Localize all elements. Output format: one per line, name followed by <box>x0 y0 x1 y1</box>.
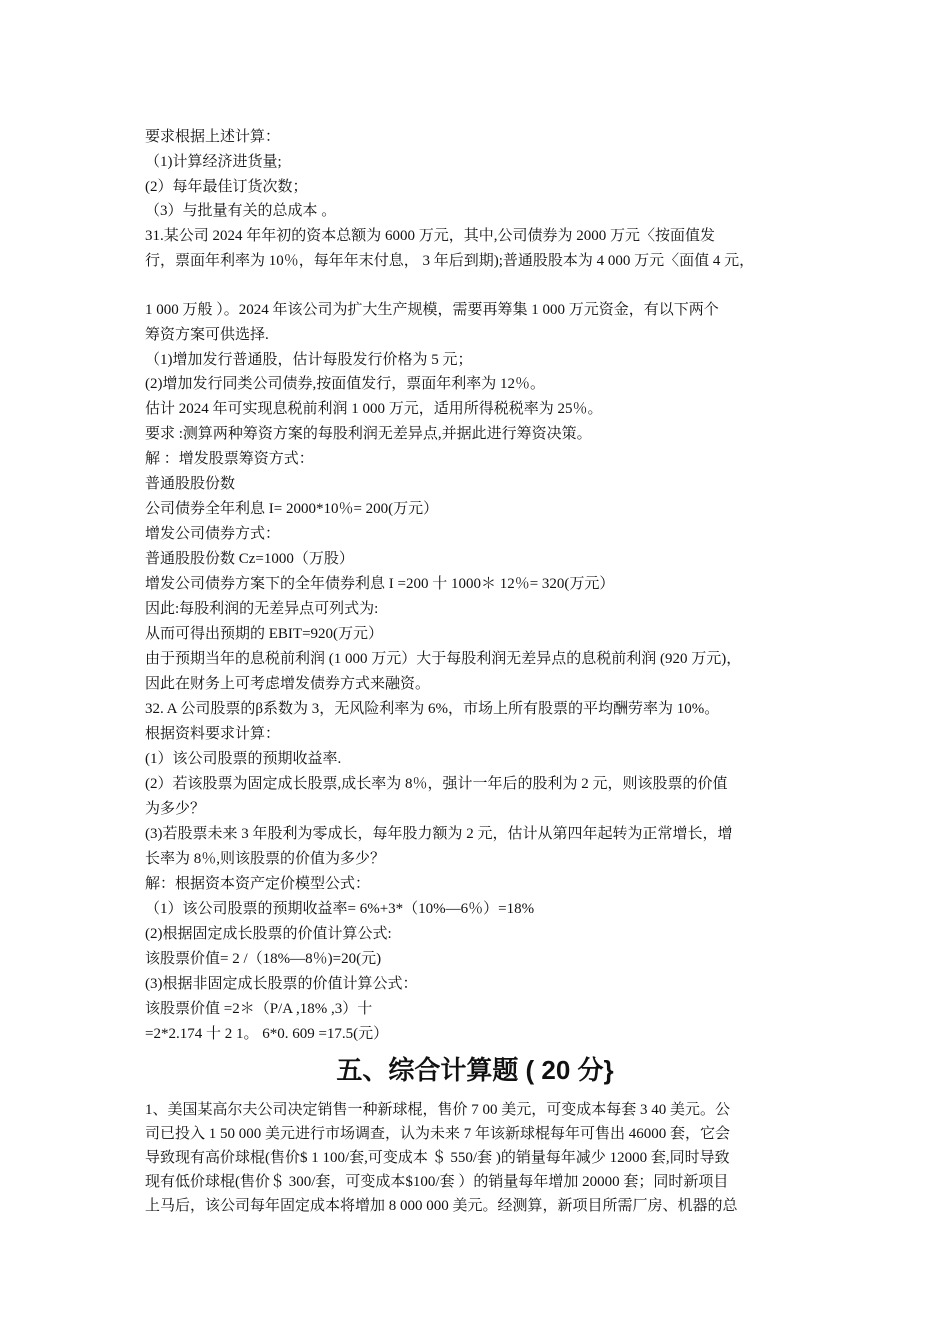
text-line: （1）该公司股票的预期收益率= 6%+3*（10%—6％）=18% <box>145 901 535 917</box>
text-line: （3）与批量有关的总成本 。 <box>145 203 337 219</box>
question-31-line: 31.某公司 2024 年年初的资本总额为 6000 万元，其中,公司债券为 2000 万元〈按面值发 <box>145 228 716 244</box>
text-line: 现有低价球棍(售价＄ 300/套，可变成本$100/套 ）的销量每年增加 20000 套；同时新项目 <box>145 1174 729 1190</box>
question-32-line: 32. A 公司股票的β系数为 3，无风险利率为 6%，市场上所有股票的平均酬劳率为 10%。 <box>145 701 720 717</box>
text-line: 行，票面年利率为 10％，每年年末付息， 3 年后到期);普通股股本为 4 000 万元〈面值 4 元， <box>145 253 755 269</box>
text-line: 要求 :测算两种筹资方案的每股利润无差异点,并据此进行筹资决策。 <box>145 426 592 442</box>
text-line: (2）若该股票为固定成长股票,成长率为 8％，强计一年后的股利为 2 元，则该股票的价值 <box>145 776 728 792</box>
solution-heading: 解 ：增发股票筹资方式： <box>145 451 314 467</box>
text-line: 普通股股份数 <box>145 476 236 492</box>
text-line: 从而可得出预期的 EBIT=920(万元） <box>145 626 384 642</box>
text-line: 1 000 万般 ）。2024 年该公司为扩大生产规模，需要再筹集 1 000 万元资金，有以下两个 <box>145 302 719 318</box>
text-line: 增发公司债券方案下的全年债券利息 I =200 十 1000＊ 12％= 320(万元） <box>145 576 615 592</box>
text-line: 因此在财务上可考虑增发债券方式来融资。 <box>145 676 431 692</box>
text-line: 长率为 8％,则该股票的价值为多少？ <box>145 851 386 867</box>
problem-1-line: 1、美国某高尔夫公司决定销售一种新球棍，售价 7 00 美元，可变成本每套 3 40 美元。公 <box>145 1102 731 1118</box>
text-line: 要求根据上述计算： <box>145 129 281 145</box>
text-line: 该股票价值 =2＊（P/A ,18% ,3）十 <box>145 1001 373 1017</box>
text-line: 由于预期当年的息税前利润 (1 000 万元）大于每股利润无差异点的息税前利润 (920 万元)， <box>145 651 742 667</box>
text-line: 普通股股份数 Cz=1000（万股） <box>145 551 354 567</box>
text-line: (2)根据固定成长股票的价值计算公式: <box>145 926 392 942</box>
text-line: =2*2.174 十 2 1。 6*0. 609 =17.5(元） <box>145 1026 389 1042</box>
text-line: 增发公司债券方式： <box>145 526 281 542</box>
text-line: （1)增加发行普通股，估计每股发行价格为 5 元； <box>145 352 473 368</box>
text-line: 估计 2024 年可实现息税前利润 1 000 万元，适用所得税税率为 25％。 <box>145 401 603 417</box>
text-line: (1）该公司股票的预期收益率. <box>145 751 342 767</box>
text-line: 导致现有高价球棍(售价$ 1 100/套,可变成本 ＄ 550/套 )的销量每年减少 12000 套,同时导致 <box>145 1150 730 1166</box>
text-line: 为多少？ <box>145 801 206 817</box>
text-line: (2）每年最佳订货次数； <box>145 179 308 195</box>
text-line: (3)根据非固定成长股票的价值计算公式： <box>145 976 418 992</box>
text-line: 筹资方案可供选择. <box>145 327 269 343</box>
solution-heading: 解：根据资本资产定价模型公式： <box>145 876 371 892</box>
text-line: （1)计算经济进货量; <box>145 154 282 170</box>
text-line: 公司债券全年利息 I= 2000*10％= 200(万元） <box>145 501 439 517</box>
text-line: 因此:每股利润的无差异点可列式为: <box>145 601 379 617</box>
text-line: (2)增加发行同类公司债券,按面值发行，票面年利率为 12％。 <box>145 376 545 392</box>
text-line: 上马后，该公司每年固定成本将增加 8 000 000 美元。经测算，新项目所需厂房、机器的总 <box>145 1198 738 1214</box>
section-heading: 五、综合计算题 ( 20 分} <box>336 1055 614 1085</box>
text-line: 该股票价值= 2 /（18%—8％)=20(元) <box>145 951 382 967</box>
text-line: 根据资料要求计算： <box>145 726 281 742</box>
text-line: 司已投入 1 50 000 美元进行市场调查，认为未来 7 年该新球棍每年可售出 46000 套，它会 <box>145 1126 731 1142</box>
text-line: (3)若股票未来 3 年股利为零成长，每年股力额为 2 元，估计从第四年起转为正常增长，增 <box>145 826 733 842</box>
